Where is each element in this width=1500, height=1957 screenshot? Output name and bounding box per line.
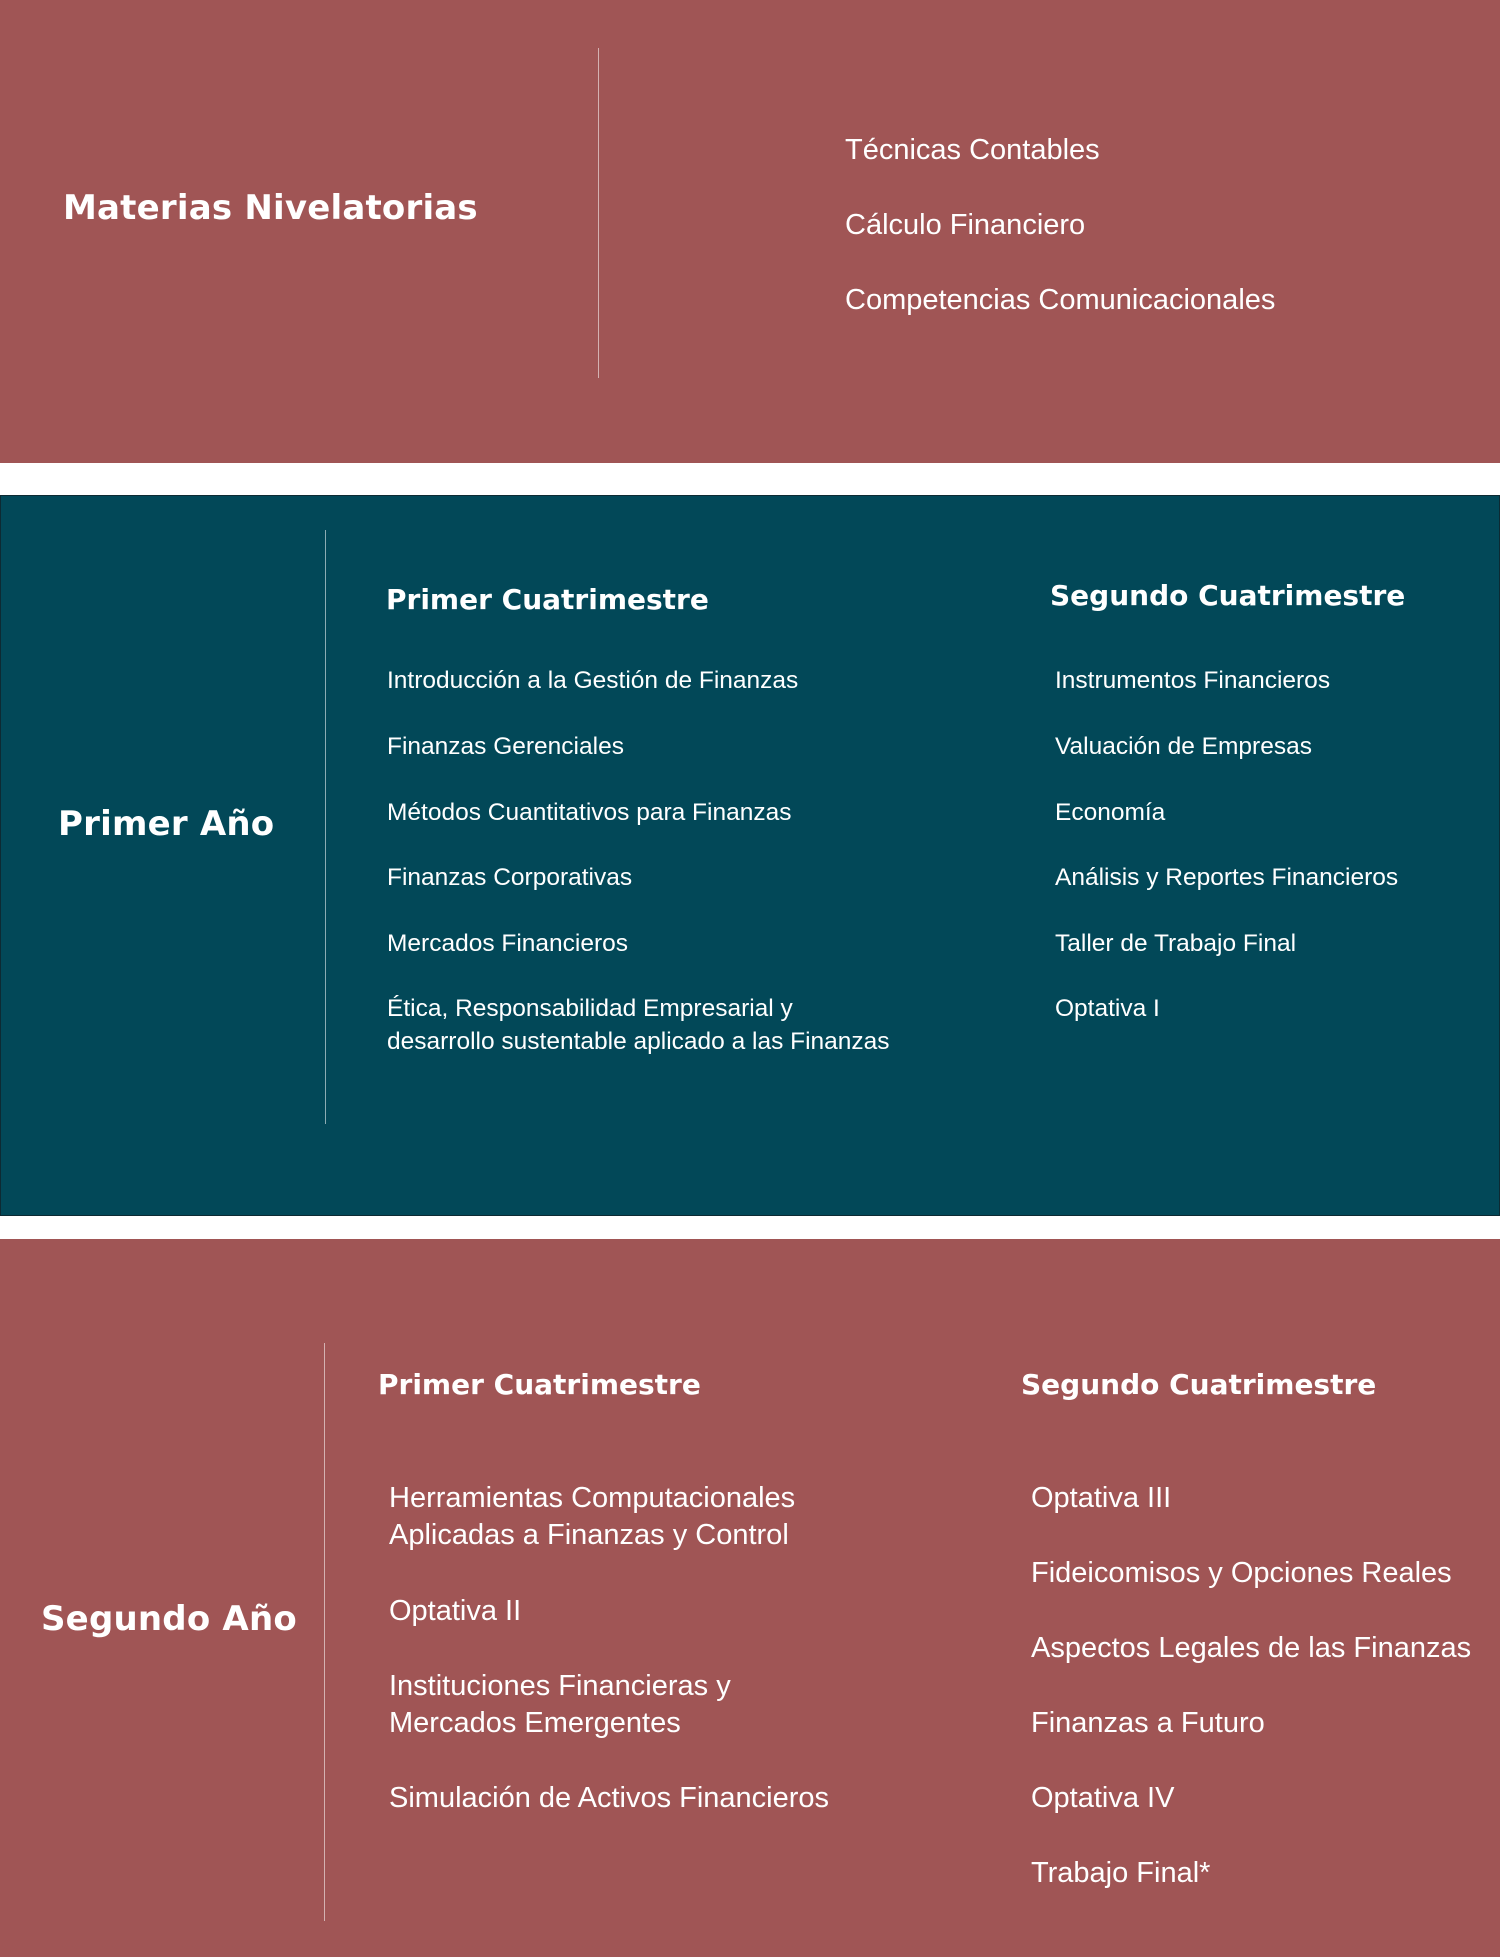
course-item: Finanzas Gerenciales [387,733,624,760]
divider-line [325,530,326,1124]
primer-anio-section [0,495,1500,1216]
primer-anio-title: Primer Año [58,804,275,844]
course-item: Herramientas Computacionales Aplicadas a Finanzas y Control [389,1482,796,1551]
course-item: Trabajo Final* [1031,1857,1211,1889]
segundo-anio-title: Segundo Año [41,1599,297,1639]
course-item: Fideicomisos y Opciones Reales [1031,1557,1452,1589]
course-item: Simulación de Activos Financieros [389,1782,830,1814]
course-item: Métodos Cuantitativos para Finanzas [387,799,792,826]
course-item: Finanzas a Futuro [1031,1707,1265,1739]
course-item: Economía [1055,799,1166,826]
niveladora-item: Competencias Comunicacionales [845,284,1276,316]
course-item: Mercados Financieros [387,930,629,957]
primer-anio-col1-title: Primer Cuatrimestre [386,583,709,616]
niveladora-item: Cálculo Financiero [845,209,1086,241]
course-item: Introducción a la Gestión de Finanzas [387,667,799,694]
course-item: Taller de Trabajo Final [1055,930,1297,957]
segundo-anio-col2-title: Segundo Cuatrimestre [1021,1368,1377,1401]
divider-line [324,1343,325,1921]
course-item: Optativa II [389,1595,522,1627]
primer-anio-col2-title: Segundo Cuatrimestre [1050,579,1406,612]
course-item: Finanzas Corporativas [387,864,633,891]
course-item: Instrumentos Financieros [1055,667,1331,694]
course-item: Valuación de Empresas [1055,733,1312,760]
niveladora-item: Técnicas Contables [845,134,1100,166]
course-item: Análisis y Reportes Financieros [1055,864,1399,891]
segundo-anio-col1-title: Primer Cuatrimestre [378,1368,701,1401]
course-item: Optativa III [1031,1482,1172,1514]
course-item: Ética, Responsabilidad Empresarial y desarrollo sustentable aplicado a las Finanzas [387,995,890,1055]
niveladoras-section [0,0,1500,463]
course-item: Optativa IV [1031,1782,1175,1814]
segundo-anio-section [0,1239,1500,1957]
course-item: Instituciones Financieras y Mercados Emergentes [389,1670,731,1739]
niveladoras-title: Materias Nivelatorias [63,188,478,228]
divider-line [598,48,599,378]
course-item: Optativa I [1055,995,1160,1022]
course-item: Aspectos Legales de las Finanzas [1031,1632,1472,1664]
